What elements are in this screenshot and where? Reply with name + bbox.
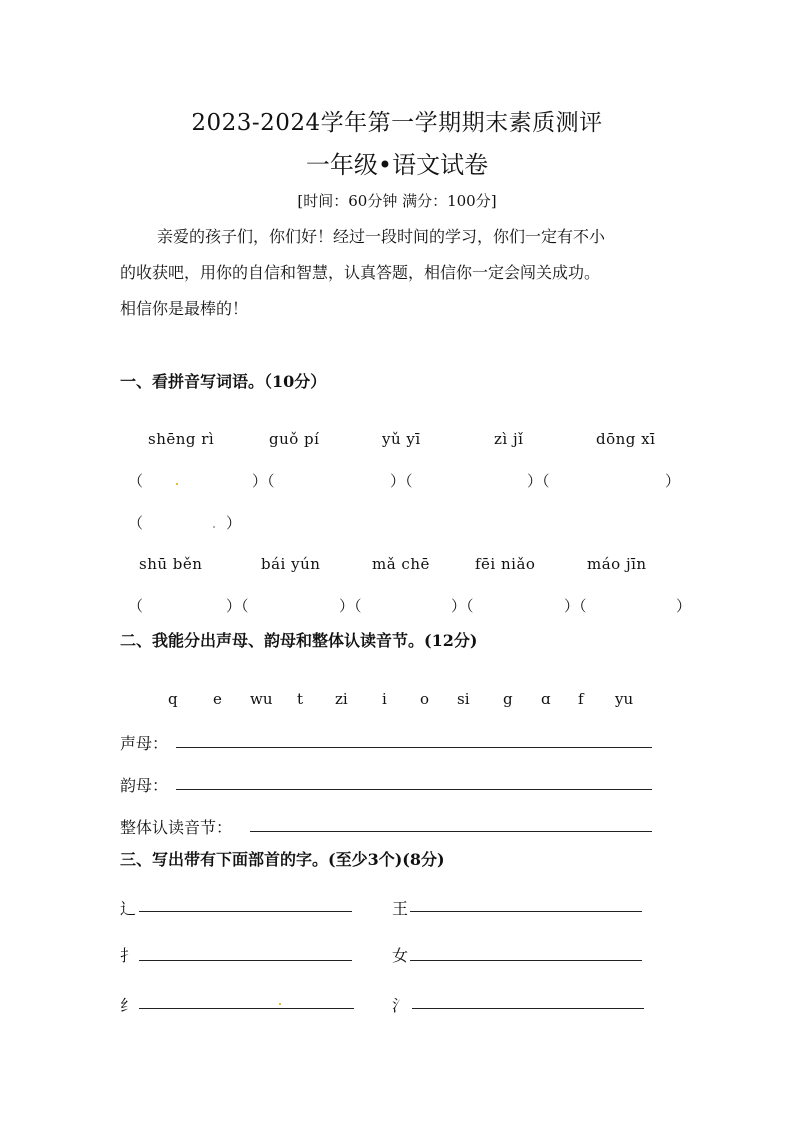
paren: ）（: [564, 597, 587, 615]
radical-label: 纟: [120, 996, 137, 1015]
pinyin-item: máo jīn: [587, 555, 647, 573]
label-finals: 韵母：: [120, 776, 169, 795]
paren: （: [128, 472, 144, 490]
exam-subtitle: 一年级•语文试卷: [305, 151, 489, 179]
pinyin-item: shēng rì: [148, 430, 215, 448]
paren: ）（: [527, 472, 550, 490]
answer-line-radical[interactable]: [410, 960, 642, 961]
radical-label: 氵: [392, 996, 409, 1015]
letter-item: si: [457, 690, 470, 708]
label-whole-syllables: 整体认读音节：: [120, 818, 233, 837]
pinyin-item: zì jǐ: [494, 430, 524, 448]
intro-line-3: 相信你是最棒的！: [120, 299, 249, 318]
letter-item: o: [420, 690, 430, 708]
pinyin-item: fēi niǎo: [475, 555, 536, 573]
answer-line-radical[interactable]: [412, 1008, 644, 1009]
answer-line-whole-syllables[interactable]: [250, 831, 652, 832]
letter-item: zi: [335, 690, 348, 708]
radical-label: 辶: [120, 899, 137, 918]
pinyin-item: shū běn: [139, 555, 203, 573]
section3-title: 三、写出带有下面部首的字。(至少3个)(8分): [120, 850, 445, 869]
paren: ）: [226, 514, 242, 532]
answer-line-radical[interactable]: [139, 911, 352, 912]
answer-line-radical[interactable]: [139, 1008, 354, 1009]
paren: ）（: [226, 597, 249, 615]
radical-label: 扌: [120, 946, 137, 965]
paren: ）（: [390, 472, 413, 490]
letter-item: ɑ: [541, 690, 551, 708]
letter-item: t: [297, 690, 304, 708]
paren: （: [128, 597, 144, 615]
letter-item: e: [213, 690, 222, 708]
intro-line-2: 的收获吧，用你的自信和智慧，认真答题，相信你一定会闯关成功。: [120, 263, 601, 282]
exam-title: 2023-2024学年第一学期期末素质测评: [191, 110, 603, 136]
letter-item: f: [578, 690, 584, 708]
pinyin-item: guǒ pí: [269, 430, 320, 448]
letter-item: yu: [615, 690, 634, 708]
section2-title: 二、我能分出声母、韵母和整体认读音节。(12分): [120, 631, 478, 650]
letter-item: g: [503, 690, 513, 708]
intro-line-1: 亲爱的孩子们，你们好！经过一段时间的学习，你们一定有不小: [157, 227, 606, 246]
answer-line-finals[interactable]: [176, 789, 652, 790]
answer-line-radical[interactable]: [410, 911, 642, 912]
paren: （: [128, 514, 144, 532]
mark-dot: [279, 1003, 281, 1005]
radical-label: 女: [392, 946, 409, 965]
section1-title: 一、看拼音写词语。（10分）: [120, 372, 327, 391]
exam-meta: [时间：60分钟 满分：100分]: [297, 192, 497, 210]
radical-label: 王: [392, 899, 409, 918]
pinyin-item: mǎ chē: [372, 555, 430, 573]
letter-item: q: [168, 690, 178, 708]
letter-item: i: [382, 690, 387, 708]
mark-dot: [176, 483, 178, 485]
letter-item: wu: [250, 690, 273, 708]
paren: ）: [676, 597, 692, 615]
pinyin-item: bái yún: [261, 555, 321, 573]
pinyin-item: dōng xī: [596, 430, 656, 448]
mark-dot: [213, 526, 215, 528]
answer-line-initials[interactable]: [176, 747, 652, 748]
paren: ）（: [252, 472, 275, 490]
pinyin-item: yǔ yī: [382, 430, 421, 448]
paren: ）: [665, 472, 681, 490]
answer-line-radical[interactable]: [139, 960, 352, 961]
paren: ）（: [339, 597, 362, 615]
label-initials: 声母：: [120, 734, 169, 753]
paren: ）（: [451, 597, 474, 615]
